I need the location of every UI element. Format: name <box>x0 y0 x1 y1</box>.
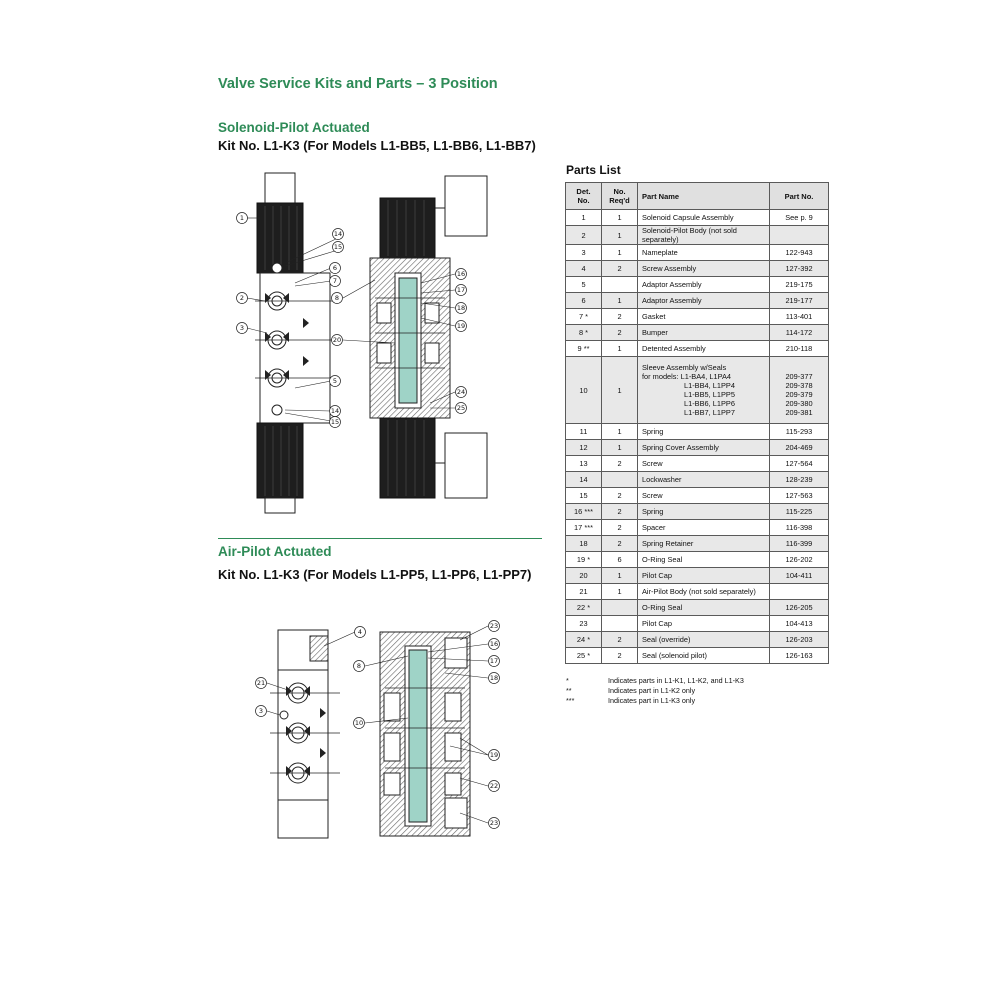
det-cell: 23 <box>566 616 602 632</box>
part-no-cell: 126-205 <box>770 600 829 616</box>
svg-text:4: 4 <box>357 628 363 636</box>
callout-bubble <box>354 718 365 729</box>
part-no-cell: 122-943 <box>770 245 829 261</box>
footnote <box>566 676 744 686</box>
svg-text:23: 23 <box>489 622 499 630</box>
part-name-cell: Screw <box>638 488 770 504</box>
svg-text:23: 23 <box>489 819 499 827</box>
part-no-cell: 104-411 <box>770 568 829 584</box>
part-name-cell: Spring Retainer <box>638 536 770 552</box>
footnote-text: Indicates parts in L1-K1, L1-K2, and L1-K3 <box>608 676 744 685</box>
table-row <box>566 309 829 325</box>
callout-bubble <box>256 706 267 717</box>
part-no-cell: 126-203 <box>770 632 829 648</box>
part-name-cell: Solenoid-Pilot Body (not sold separately) <box>638 226 770 245</box>
det-cell: 5 <box>566 277 602 293</box>
det-cell: 4 <box>566 261 602 277</box>
svg-text:6: 6 <box>332 264 338 272</box>
table-row <box>566 424 829 440</box>
part-no-cell: 115-293 <box>770 424 829 440</box>
table-row <box>566 504 829 520</box>
det-cell: 19 * <box>566 552 602 568</box>
callout-bubble <box>489 673 500 684</box>
header-line: No. <box>577 196 590 205</box>
table-row <box>566 648 829 664</box>
req-cell: 1 <box>602 568 638 584</box>
req-cell <box>602 277 638 293</box>
section-divider <box>218 538 542 539</box>
air-exterior-view <box>270 630 340 838</box>
callout-bubble <box>237 213 248 224</box>
sleeve-model: L1-BA4, L1PA4 <box>680 372 732 381</box>
part-name-cell: Seal (solenoid pilot) <box>638 648 770 664</box>
part-no-cell: 115-225 <box>770 504 829 520</box>
footnote-text: Indicates part in L1-K3 only <box>608 696 696 705</box>
footnote-mark: * <box>566 676 569 685</box>
svg-text:18: 18 <box>456 304 466 312</box>
solenoid-pilot-diagram <box>225 168 515 518</box>
callout-bubble <box>237 323 248 334</box>
part-name-cell: Adaptor Assembly <box>638 293 770 309</box>
part-name-cell: Spring <box>638 424 770 440</box>
svg-text:25: 25 <box>456 404 466 412</box>
part-no-cell <box>770 357 829 424</box>
table-row-sleeve <box>566 357 829 424</box>
sleeve-part-no: 209-380 <box>785 399 813 408</box>
sleeve-model: L1-BB7, L1PP7 <box>684 408 735 417</box>
part-no-cell: 219-177 <box>770 293 829 309</box>
det-cell: 25 * <box>566 648 602 664</box>
req-cell: 2 <box>602 309 638 325</box>
det-cell: 18 <box>566 536 602 552</box>
det-cell: 7 * <box>566 309 602 325</box>
part-name-cell: Spring <box>638 504 770 520</box>
footnote-text: Indicates part in L1-K2 only <box>608 686 696 695</box>
callout-bubble <box>355 627 366 638</box>
callout-bubble <box>330 263 341 274</box>
part-name-cell: Solenoid Capsule Assembly <box>638 210 770 226</box>
table-header-row <box>566 183 829 210</box>
parts-list-title: Parts List <box>566 163 621 177</box>
part-name-header: Part Name <box>638 183 770 210</box>
header-line: Req'd <box>609 196 630 205</box>
svg-text:17: 17 <box>456 286 466 294</box>
air-kit-title: Kit No. L1-K3 (For Models L1-PP5, L1-PP6, L1-PP7) <box>218 567 532 582</box>
table-row <box>566 293 829 309</box>
table-row <box>566 226 829 245</box>
det-cell: 11 <box>566 424 602 440</box>
part-name-cell: Spring Cover Assembly <box>638 440 770 456</box>
req-cell: 2 <box>602 456 638 472</box>
svg-text:15: 15 <box>330 418 340 426</box>
part-no-cell: 116-398 <box>770 520 829 536</box>
req-cell: 2 <box>602 261 638 277</box>
sleeve-part-no: 209-378 <box>785 381 813 390</box>
svg-text:1: 1 <box>239 214 245 222</box>
callout-bubble <box>333 242 344 253</box>
callout-bubble <box>489 621 500 632</box>
part-no-cell: 126-163 <box>770 648 829 664</box>
svg-text:22: 22 <box>489 782 499 790</box>
req-cell: 1 <box>602 245 638 261</box>
det-cell: 6 <box>566 293 602 309</box>
parts-list-table <box>565 182 829 664</box>
table-row <box>566 341 829 357</box>
table-row <box>566 440 829 456</box>
callout-bubble <box>330 417 341 428</box>
table-row <box>566 488 829 504</box>
callout-bubble <box>456 387 467 398</box>
footnote-mark: ** <box>566 686 572 695</box>
svg-text:10: 10 <box>354 719 364 727</box>
req-cell <box>602 616 638 632</box>
callout-bubble <box>489 750 500 761</box>
svg-text:20: 20 <box>332 336 342 344</box>
det-cell: 13 <box>566 456 602 472</box>
part-no-cell: 204-469 <box>770 440 829 456</box>
det-cell: 24 * <box>566 632 602 648</box>
svg-text:16: 16 <box>489 640 499 648</box>
callout-bubble <box>330 406 341 417</box>
det-cell: 9 ** <box>566 341 602 357</box>
part-no-cell: 128-239 <box>770 472 829 488</box>
det-cell: 3 <box>566 245 602 261</box>
table-row <box>566 261 829 277</box>
part-no-cell: 104-413 <box>770 616 829 632</box>
callout-bubble <box>456 269 467 280</box>
req-cell: 1 <box>602 357 638 424</box>
part-no-cell: 127-563 <box>770 488 829 504</box>
svg-text:2: 2 <box>239 294 245 302</box>
part-name-cell: Nameplate <box>638 245 770 261</box>
callout-bubble <box>489 781 500 792</box>
sleeve-model: L1-BB5, L1PP5 <box>684 390 735 399</box>
svg-text:8: 8 <box>334 294 340 302</box>
part-no-cell: 219-175 <box>770 277 829 293</box>
sleeve-part-no: 209-377 <box>785 372 813 381</box>
callout-bubble <box>489 656 500 667</box>
req-cell: 2 <box>602 325 638 341</box>
callout-bubble <box>256 678 267 689</box>
req-cell: 1 <box>602 226 638 245</box>
callout-bubble <box>456 303 467 314</box>
req-cell: 2 <box>602 520 638 536</box>
svg-text:18: 18 <box>489 674 499 682</box>
callout-bubble <box>330 276 341 287</box>
table-row <box>566 616 829 632</box>
callout-bubble <box>330 376 341 387</box>
det-cell: 16 *** <box>566 504 602 520</box>
footnotes <box>566 676 744 706</box>
table-row <box>566 325 829 341</box>
air-heading: Air-Pilot Actuated <box>218 544 332 559</box>
det-cell: 2 <box>566 226 602 245</box>
svg-text:3: 3 <box>239 324 245 332</box>
callout-bubble <box>237 293 248 304</box>
callout-bubble <box>489 639 500 650</box>
table-row <box>566 210 829 226</box>
callout-bubble <box>332 335 343 346</box>
sleeve-model-line <box>642 372 767 381</box>
svg-text:3: 3 <box>258 707 264 715</box>
table-row <box>566 277 829 293</box>
req-cell: 1 <box>602 440 638 456</box>
svg-text:19: 19 <box>456 322 466 330</box>
sleeve-model: L1-BB6, L1PP6 <box>684 399 735 408</box>
part-no-cell: 116-399 <box>770 536 829 552</box>
sleeve-name: Sleeve Assembly w/Seals <box>642 363 727 372</box>
svg-text:5: 5 <box>332 377 338 385</box>
part-no-cell: See p. 9 <box>770 210 829 226</box>
sleeve-part-numbers <box>772 363 826 417</box>
part-name-cell: Adaptor Assembly <box>638 277 770 293</box>
part-name-cell: O-Ring Seal <box>638 600 770 616</box>
req-header <box>602 183 638 210</box>
callout-bubble <box>456 321 467 332</box>
part-name-cell: Lockwasher <box>638 472 770 488</box>
det-cell: 8 * <box>566 325 602 341</box>
svg-text:15: 15 <box>333 243 343 251</box>
req-cell: 2 <box>602 648 638 664</box>
part-no-cell <box>770 226 829 245</box>
sleeve-part-no: 209-379 <box>785 390 813 399</box>
det-cell: 21 <box>566 584 602 600</box>
det-cell: 10 <box>566 357 602 424</box>
req-cell: 1 <box>602 424 638 440</box>
part-name-cell: Pilot Cap <box>638 568 770 584</box>
det-cell: 12 <box>566 440 602 456</box>
air-pilot-diagram <box>250 618 510 840</box>
header-line: No. <box>613 187 626 196</box>
det-cell: 17 *** <box>566 520 602 536</box>
req-cell: 1 <box>602 584 638 600</box>
det-cell: 20 <box>566 568 602 584</box>
air-section-view <box>380 632 470 836</box>
det-no-header <box>566 183 602 210</box>
callout-bubble <box>332 293 343 304</box>
svg-text:8: 8 <box>356 662 362 670</box>
part-name-cell: Screw Assembly <box>638 261 770 277</box>
footnote <box>566 686 744 696</box>
table-row <box>566 632 829 648</box>
part-name-cell: Spacer <box>638 520 770 536</box>
det-cell: 22 * <box>566 600 602 616</box>
part-name-cell: Gasket <box>638 309 770 325</box>
sleeve-prefix: for models: <box>642 372 679 381</box>
part-name-cell: Air-Pilot Body (not sold separately) <box>638 584 770 600</box>
callout-bubble <box>354 661 365 672</box>
callout-bubble <box>456 285 467 296</box>
svg-text:14: 14 <box>330 407 340 415</box>
part-name-cell <box>638 357 770 424</box>
svg-text:7: 7 <box>332 277 338 285</box>
req-cell <box>602 600 638 616</box>
part-name-cell: Screw <box>638 456 770 472</box>
svg-text:14: 14 <box>333 230 343 238</box>
table-row <box>566 600 829 616</box>
footnote <box>566 696 744 706</box>
part-name-cell: Bumper <box>638 325 770 341</box>
part-no-header: Part No. <box>770 183 829 210</box>
det-cell: 1 <box>566 210 602 226</box>
req-cell: 2 <box>602 632 638 648</box>
part-no-cell: 126-202 <box>770 552 829 568</box>
svg-text:17: 17 <box>489 657 499 665</box>
req-cell <box>602 472 638 488</box>
table-row <box>566 520 829 536</box>
callout-bubble <box>333 229 344 240</box>
det-cell: 14 <box>566 472 602 488</box>
callout-bubble <box>456 403 467 414</box>
page-title: Valve Service Kits and Parts – 3 Position <box>218 76 498 92</box>
svg-text:21: 21 <box>256 679 266 687</box>
table-row <box>566 456 829 472</box>
table-row <box>566 472 829 488</box>
part-no-cell <box>770 584 829 600</box>
table-row <box>566 536 829 552</box>
req-cell: 6 <box>602 552 638 568</box>
sleeve-model: L1-BB4, L1PP4 <box>684 381 735 390</box>
table-row <box>566 584 829 600</box>
part-no-cell: 113-401 <box>770 309 829 325</box>
part-no-cell: 210-118 <box>770 341 829 357</box>
table-row <box>566 245 829 261</box>
solenoid-section-view <box>370 176 487 498</box>
solenoid-heading: Solenoid-Pilot Actuated <box>218 120 370 135</box>
req-cell: 1 <box>602 293 638 309</box>
table-row <box>566 552 829 568</box>
req-cell: 2 <box>602 504 638 520</box>
req-cell: 1 <box>602 210 638 226</box>
det-cell: 15 <box>566 488 602 504</box>
part-name-cell: Seal (override) <box>638 632 770 648</box>
part-no-cell: 127-392 <box>770 261 829 277</box>
part-name-cell: O-Ring Seal <box>638 552 770 568</box>
part-no-cell: 127-564 <box>770 456 829 472</box>
part-name-cell: Pilot Cap <box>638 616 770 632</box>
svg-text:19: 19 <box>489 751 499 759</box>
svg-text:16: 16 <box>456 270 466 278</box>
table-row <box>566 568 829 584</box>
req-cell: 1 <box>602 341 638 357</box>
part-no-cell: 114-172 <box>770 325 829 341</box>
req-cell: 2 <box>602 536 638 552</box>
footnote-mark: *** <box>566 696 575 705</box>
sleeve-part-no: 209-381 <box>785 408 813 417</box>
svg-text:24: 24 <box>456 388 466 396</box>
header-line: Det. <box>576 187 591 196</box>
solenoid-kit-title: Kit No. L1-K3 (For Models L1-BB5, L1-BB6, L1-BB7) <box>218 138 536 153</box>
callout-bubble <box>489 818 500 829</box>
part-name-cell: Detented Assembly <box>638 341 770 357</box>
req-cell: 2 <box>602 488 638 504</box>
